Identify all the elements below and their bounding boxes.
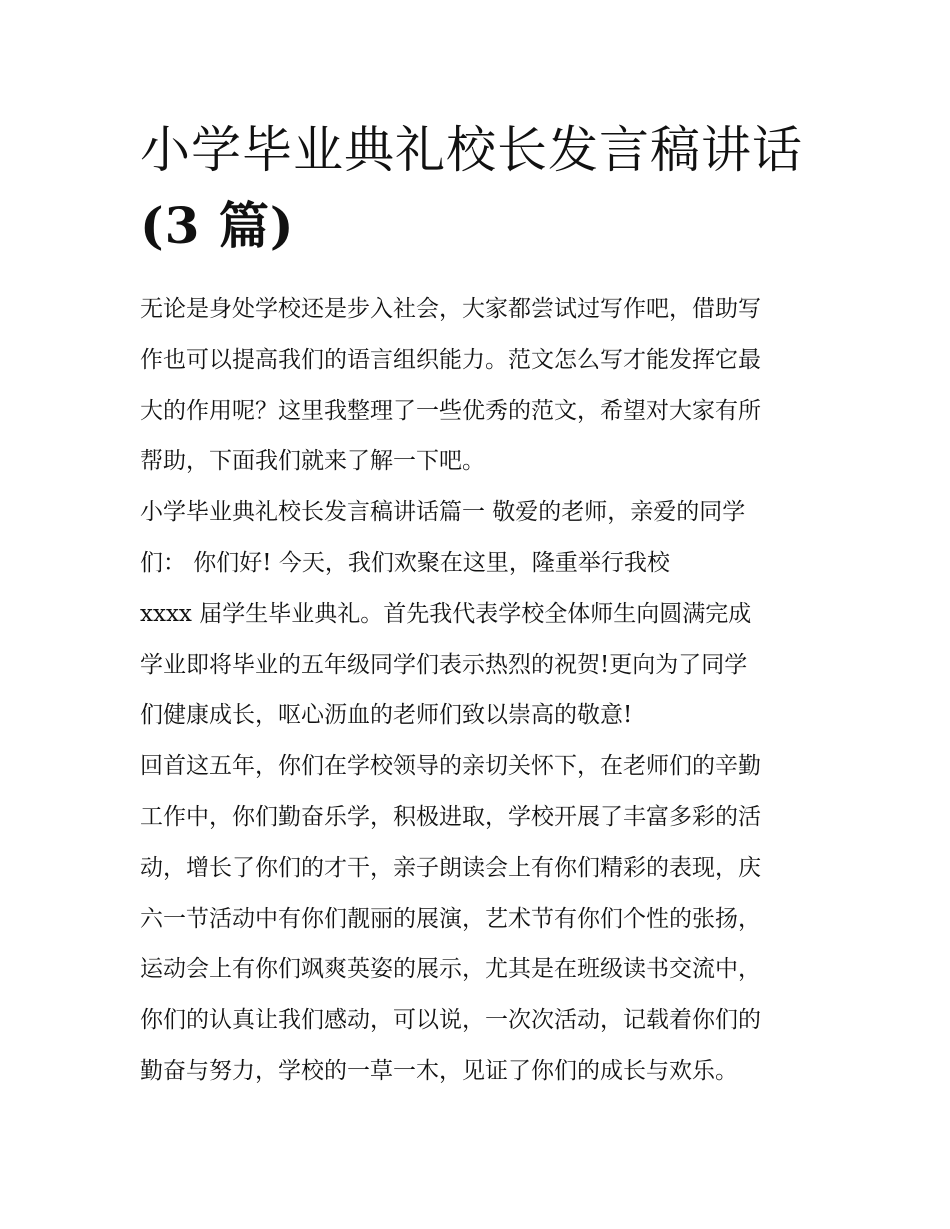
text-line: 勤奋与努力，学校的一草一木，见证了你们的成长与欢乐。 (140, 1057, 738, 1084)
text-line: 作也可以提高我们的语言组织能力。范文怎么写才能发挥它最 (140, 346, 761, 373)
text-line: 们健康成长，呕心沥血的老师们致以崇高的敬意! (140, 702, 633, 729)
paragraph-intro (140, 284, 820, 487)
text-line: 动，增长了你们的才干，亲子朗读会上有你们精彩的表现，庆 (140, 854, 761, 881)
text-line: 六一节活动中有你们靓丽的展演，艺术节有你们个性的张扬， (140, 905, 761, 932)
document-body (140, 284, 820, 1097)
title-line-2: (3 篇) (140, 196, 295, 255)
text-line: 小学毕业典礼校长发言稿讲话篇一 敬爱的老师，亲爱的同学 (140, 499, 746, 526)
text-line: 工作中，你们勤奋乐学，积极进取，学校开展了丰富多彩的活 (140, 803, 761, 830)
text-line: 运动会上有你们飒爽英姿的展示，尤其是在班级读书交流中， (140, 956, 761, 983)
text-line: 学业即将毕业的五年级同学们表示热烈的祝贺!更向为了同学 (140, 651, 748, 678)
text-line: 帮助，下面我们就来了解一下吧。 (140, 448, 485, 475)
document-page (140, 112, 820, 1097)
paragraph-speech-opening (140, 487, 820, 741)
document-title (140, 112, 820, 264)
paragraph-review (140, 741, 820, 1097)
text-line: 你们的认真让我们感动，可以说，一次次活动，记载着你们的 (140, 1007, 761, 1034)
title-line-1: 小学毕业典礼校长发言稿讲话 (140, 121, 803, 179)
text-line: 大的作用呢？这里我整理了一些优秀的范文，希望对大家有所 (140, 397, 761, 424)
text-line: xxxx 届学生毕业典礼。首先我代表学校全体师生向圆满完成 (140, 600, 752, 627)
text-line: 无论是身处学校还是步入社会，大家都尝试过写作吧，借助写 (140, 296, 761, 322)
text-line: 回首这五年，你们在学校领导的亲切关怀下，在老师们的辛勤 (140, 753, 761, 780)
text-line: 们： 你们好! 今天，我们欢聚在这里，隆重举行我校 (140, 549, 670, 576)
